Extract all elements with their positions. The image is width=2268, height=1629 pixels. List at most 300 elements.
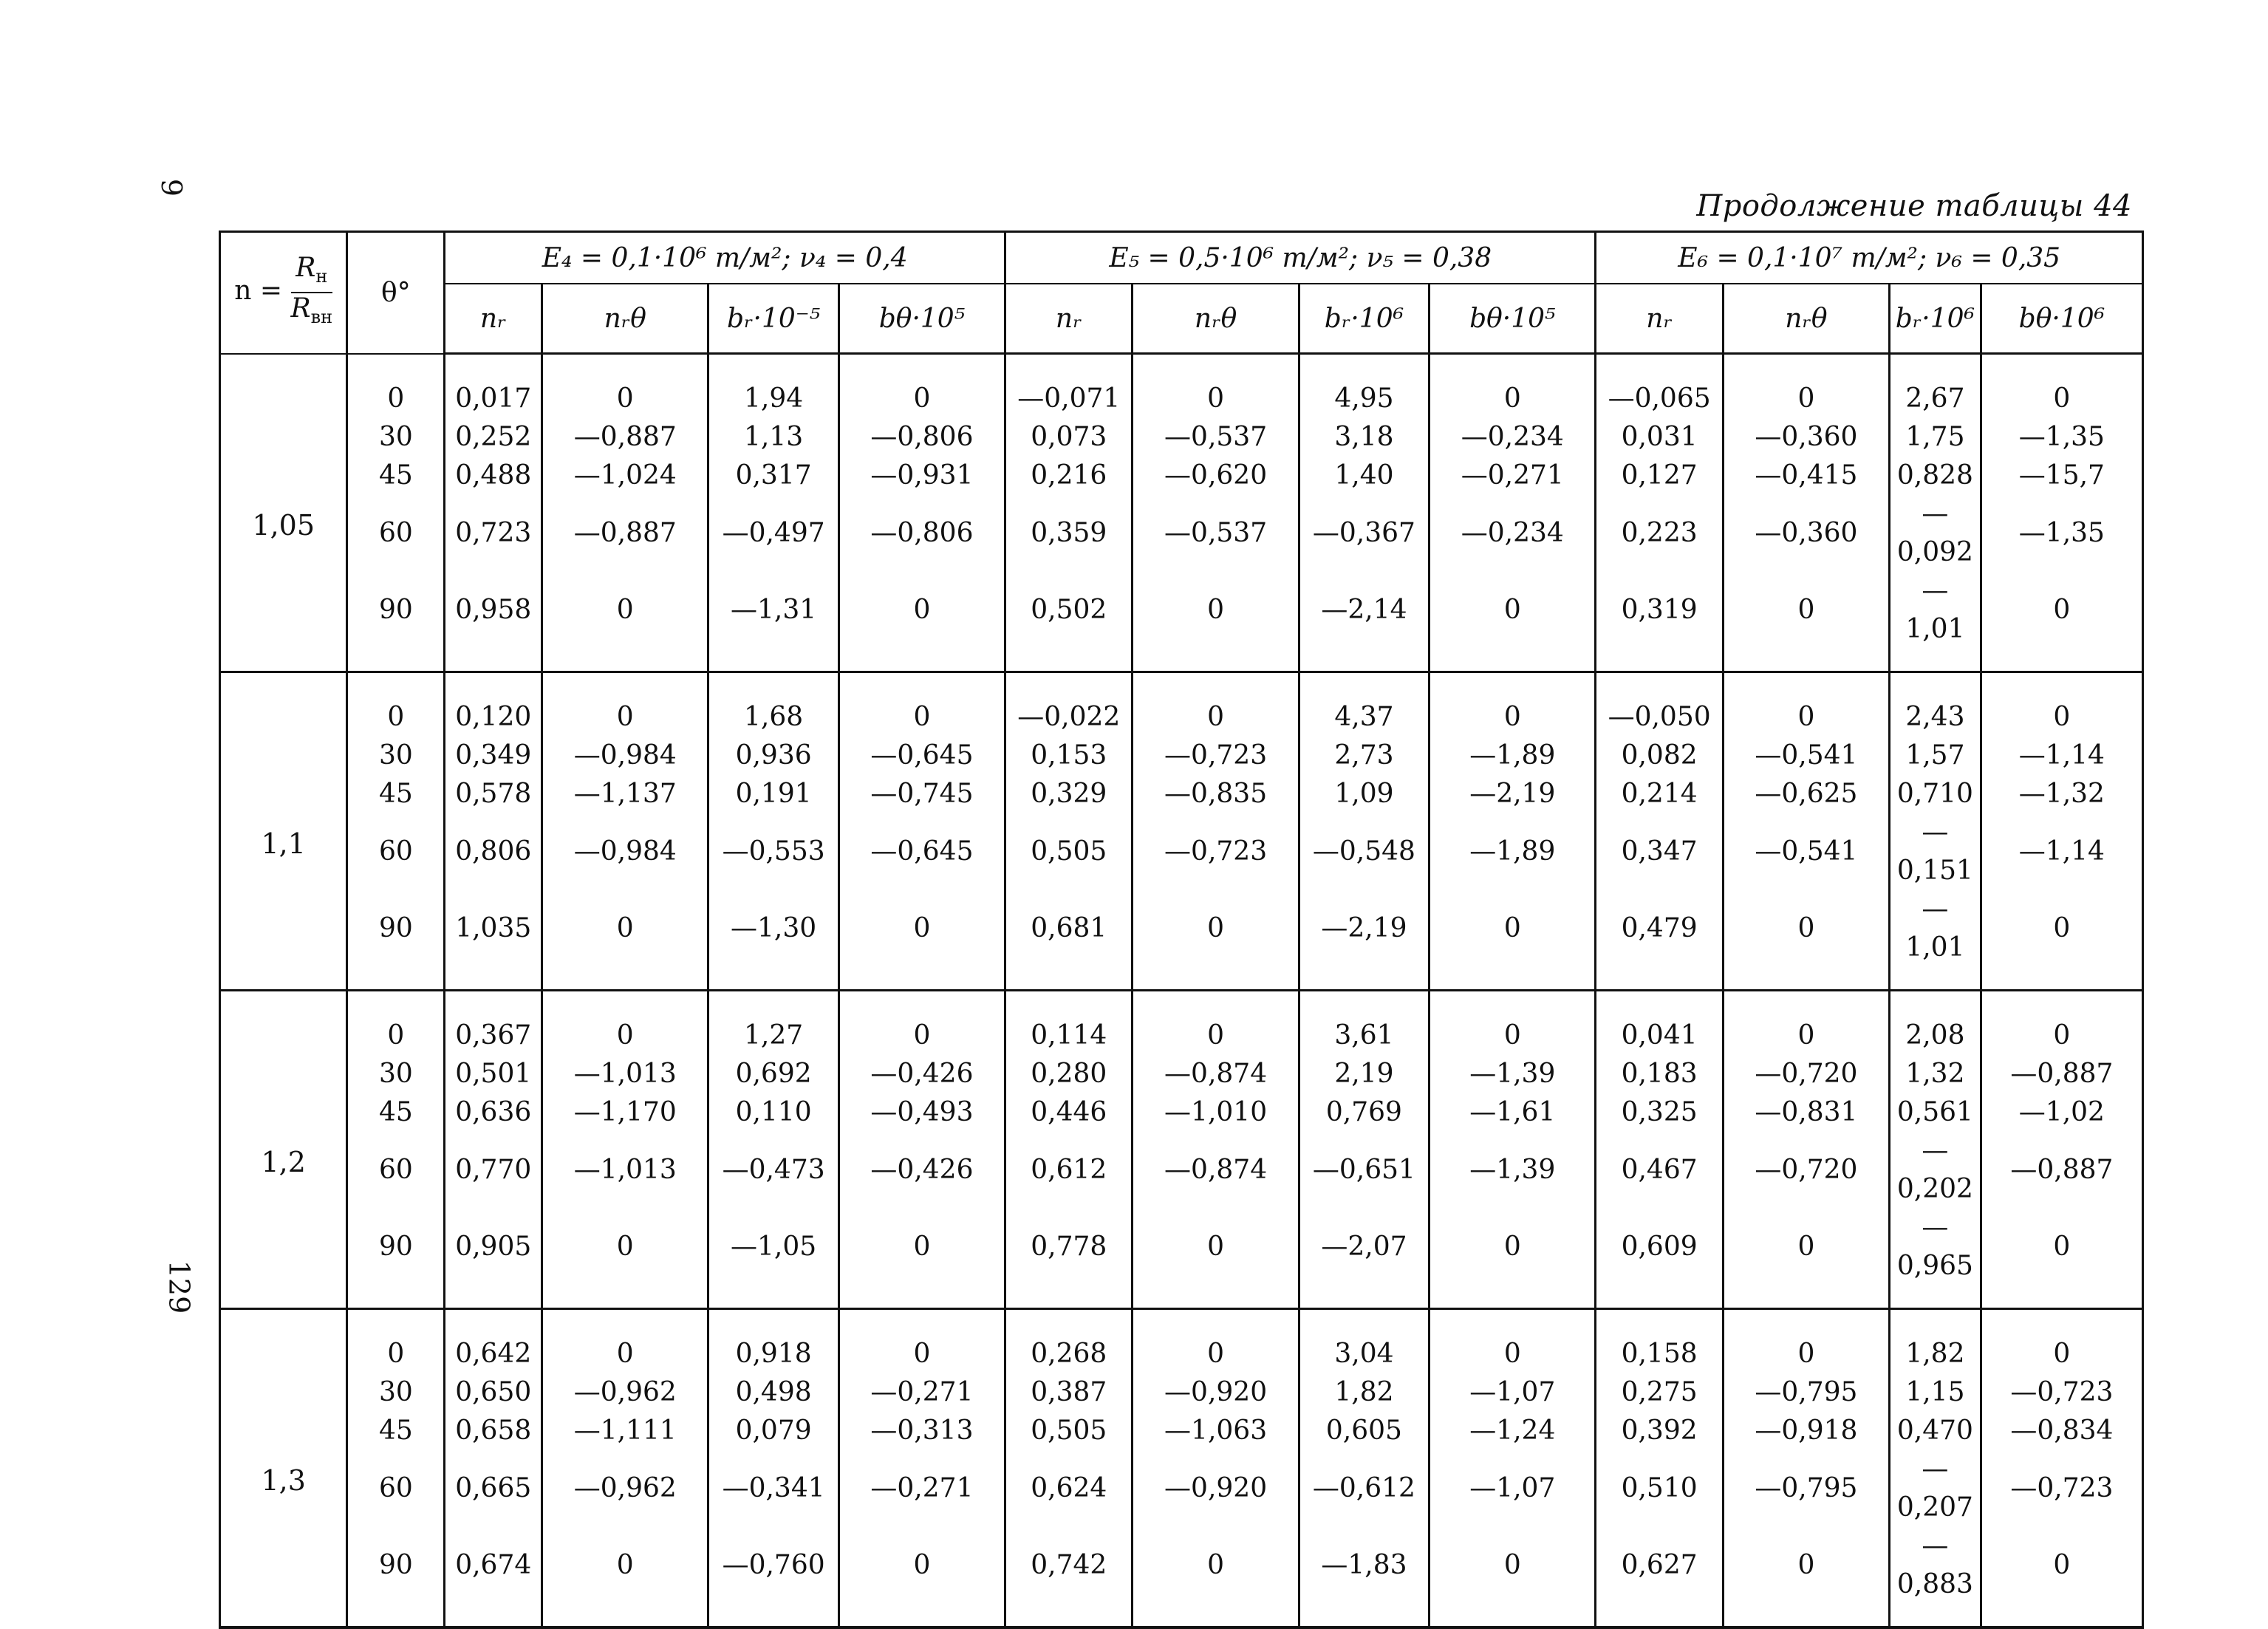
value-cell: 0 bbox=[1723, 890, 1889, 991]
value-cell: 0,505 bbox=[1005, 1412, 1133, 1450]
value-cell: 0,325 bbox=[1596, 1093, 1723, 1132]
value-cell: —0,920 bbox=[1133, 1450, 1299, 1527]
value-cell: 0,710 bbox=[1890, 775, 1981, 813]
theta-cell: 45 bbox=[347, 775, 445, 813]
value-cell: —0,426 bbox=[838, 1055, 1005, 1093]
col-header-btheta: bθ·10⁵ bbox=[838, 284, 1005, 354]
value-cell: —0,760 bbox=[708, 1527, 839, 1628]
value-cell: 0,280 bbox=[1005, 1055, 1133, 1093]
value-cell: 0,120 bbox=[445, 672, 542, 737]
value-cell: 0,510 bbox=[1596, 1450, 1723, 1527]
value-cell: 0,110 bbox=[708, 1093, 839, 1132]
value-cell: 2,67 bbox=[1890, 354, 1981, 419]
value-cell: 0,359 bbox=[1005, 495, 1133, 572]
value-cell: —0,092 bbox=[1890, 495, 1981, 572]
value-cell: —0,874 bbox=[1133, 1132, 1299, 1209]
value-cell: —0,962 bbox=[542, 1450, 708, 1527]
value-cell: 0,609 bbox=[1596, 1209, 1723, 1309]
col-header-nrtheta: nᵣθ bbox=[1133, 284, 1299, 354]
n-value-cell: 1,3 bbox=[220, 1309, 347, 1628]
value-cell: 2,19 bbox=[1299, 1055, 1430, 1093]
value-cell: —0,541 bbox=[1723, 813, 1889, 890]
value-cell: —1,14 bbox=[1981, 737, 2142, 775]
data-table-container bbox=[219, 230, 2144, 1599]
value-cell: 3,61 bbox=[1299, 991, 1430, 1056]
value-cell: 0,692 bbox=[708, 1055, 839, 1093]
value-cell: —0,360 bbox=[1723, 418, 1889, 457]
value-cell: 0 bbox=[1981, 890, 2142, 991]
value-cell: —0,795 bbox=[1723, 1450, 1889, 1527]
value-cell: —1,14 bbox=[1981, 813, 2142, 890]
value-cell: 0 bbox=[1981, 572, 2142, 672]
n-header-den: R bbox=[290, 293, 311, 324]
value-cell: —0,918 bbox=[1723, 1412, 1889, 1450]
table-row bbox=[220, 775, 2143, 813]
value-cell: 0 bbox=[838, 354, 1005, 419]
value-cell: 1,94 bbox=[708, 354, 839, 419]
value-cell: 0,561 bbox=[1890, 1093, 1981, 1132]
table-row bbox=[220, 418, 2143, 457]
value-cell: 0 bbox=[1981, 991, 2142, 1056]
value-cell: 0,501 bbox=[445, 1055, 542, 1093]
value-cell: —1,35 bbox=[1981, 495, 2142, 572]
value-cell: —1,024 bbox=[542, 457, 708, 495]
value-cell: 0 bbox=[1981, 354, 2142, 419]
n-header-fraction bbox=[291, 253, 333, 332]
value-cell: 0,723 bbox=[445, 495, 542, 572]
value-cell: 0,079 bbox=[708, 1412, 839, 1450]
value-cell: 0 bbox=[1723, 1527, 1889, 1628]
value-cell: 0 bbox=[1723, 1309, 1889, 1374]
value-cell: 0 bbox=[542, 1527, 708, 1628]
value-cell: —0,553 bbox=[708, 813, 839, 890]
page-number: 129 bbox=[163, 1260, 196, 1314]
value-cell: —0,497 bbox=[708, 495, 839, 572]
value-cell: —2,19 bbox=[1430, 775, 1596, 813]
theta-cell: 60 bbox=[347, 495, 445, 572]
n-value-cell: 1,2 bbox=[220, 991, 347, 1309]
col-header-br: bᵣ·10⁶ bbox=[1890, 284, 1981, 354]
value-cell: 0,627 bbox=[1596, 1527, 1723, 1628]
value-cell: 1,75 bbox=[1890, 418, 1981, 457]
value-cell: 0 bbox=[542, 1309, 708, 1374]
value-cell: 0,349 bbox=[445, 737, 542, 775]
theta-cell: 45 bbox=[347, 1412, 445, 1450]
value-cell: 0,498 bbox=[708, 1373, 839, 1412]
value-cell: 0 bbox=[1723, 672, 1889, 737]
value-cell: 0,479 bbox=[1596, 890, 1723, 991]
value-cell: 0 bbox=[1723, 572, 1889, 672]
value-cell: 1,82 bbox=[1890, 1309, 1981, 1374]
value-cell: —0,271 bbox=[1430, 457, 1596, 495]
col-header-btheta: bθ·10⁶ bbox=[1981, 284, 2142, 354]
value-cell: —0,887 bbox=[1981, 1055, 2142, 1093]
value-cell: 0,114 bbox=[1005, 991, 1133, 1056]
value-cell: —1,07 bbox=[1430, 1450, 1596, 1527]
value-cell: —2,07 bbox=[1299, 1209, 1430, 1309]
n-header-num: R bbox=[296, 253, 316, 284]
n-header-lhs: n = bbox=[234, 276, 283, 307]
theta-cell: 0 bbox=[347, 1309, 445, 1374]
table-row bbox=[220, 457, 2143, 495]
value-cell: —0,883 bbox=[1890, 1527, 1981, 1628]
value-cell: 0,936 bbox=[708, 737, 839, 775]
value-cell: —0,234 bbox=[1430, 418, 1596, 457]
value-cell: 0,674 bbox=[445, 1527, 542, 1628]
value-cell: —0,271 bbox=[838, 1373, 1005, 1412]
value-cell: —0,541 bbox=[1723, 737, 1889, 775]
value-cell: 0,636 bbox=[445, 1093, 542, 1132]
col-header-nr: nᵣ bbox=[1596, 284, 1723, 354]
header-row-groups bbox=[220, 232, 2143, 284]
value-cell: 4,95 bbox=[1299, 354, 1430, 419]
value-cell: —1,02 bbox=[1981, 1093, 2142, 1132]
value-cell: 0 bbox=[542, 672, 708, 737]
value-cell: 0,488 bbox=[445, 457, 542, 495]
value-cell: 1,27 bbox=[708, 991, 839, 1056]
value-cell: 0,275 bbox=[1596, 1373, 1723, 1412]
value-cell: 0,502 bbox=[1005, 572, 1133, 672]
value-cell: —0,887 bbox=[1981, 1132, 2142, 1209]
value-cell: 2,43 bbox=[1890, 672, 1981, 737]
value-cell: 0,770 bbox=[445, 1132, 542, 1209]
n-value-cell: 1,05 bbox=[220, 354, 347, 672]
value-cell: 0,191 bbox=[708, 775, 839, 813]
value-cell: —0,537 bbox=[1133, 495, 1299, 572]
value-cell: —0,473 bbox=[708, 1132, 839, 1209]
value-cell: —1,137 bbox=[542, 775, 708, 813]
value-cell: 0,073 bbox=[1005, 418, 1133, 457]
value-cell: 0,392 bbox=[1596, 1412, 1723, 1450]
value-cell: 0 bbox=[1133, 1309, 1299, 1374]
col-header-br: bᵣ·10⁻⁵ bbox=[708, 284, 839, 354]
value-cell: —1,24 bbox=[1430, 1412, 1596, 1450]
value-cell: —0,360 bbox=[1723, 495, 1889, 572]
value-cell: —1,61 bbox=[1430, 1093, 1596, 1132]
header-row-columns bbox=[220, 284, 2143, 354]
value-cell: —0,834 bbox=[1981, 1412, 2142, 1450]
value-cell: 0,642 bbox=[445, 1309, 542, 1374]
value-cell: 0 bbox=[542, 890, 708, 991]
value-cell: 0,082 bbox=[1596, 737, 1723, 775]
table-row bbox=[220, 1209, 2143, 1309]
table-row bbox=[220, 890, 2143, 991]
value-cell: —1,83 bbox=[1299, 1527, 1430, 1628]
theta-cell: 0 bbox=[347, 354, 445, 419]
value-cell: 0 bbox=[1430, 890, 1596, 991]
value-cell: —0,234 bbox=[1430, 495, 1596, 572]
theta-cell: 30 bbox=[347, 737, 445, 775]
table-row bbox=[220, 991, 2143, 1056]
value-cell: 0,347 bbox=[1596, 813, 1723, 890]
value-cell: —0,645 bbox=[838, 737, 1005, 775]
value-cell: 0,806 bbox=[445, 813, 542, 890]
value-cell: —1,39 bbox=[1430, 1055, 1596, 1093]
table-row bbox=[220, 1527, 2143, 1628]
value-cell: —0,415 bbox=[1723, 457, 1889, 495]
value-cell: 0,467 bbox=[1596, 1132, 1723, 1209]
group-header-e5: E₅ = 0,5·10⁶ т/м²; ν₅ = 0,38 bbox=[1005, 232, 1596, 284]
value-cell: 0,252 bbox=[445, 418, 542, 457]
table-body bbox=[220, 354, 2143, 1628]
value-cell: 2,73 bbox=[1299, 737, 1430, 775]
n-header bbox=[220, 232, 347, 354]
theta-cell: 90 bbox=[347, 1209, 445, 1309]
value-cell: —0,341 bbox=[708, 1450, 839, 1527]
value-cell: 0,329 bbox=[1005, 775, 1133, 813]
value-cell: —1,31 bbox=[708, 572, 839, 672]
value-cell: 0,578 bbox=[445, 775, 542, 813]
value-cell: —0,835 bbox=[1133, 775, 1299, 813]
value-cell: —1,05 bbox=[708, 1209, 839, 1309]
value-cell: 1,32 bbox=[1890, 1055, 1981, 1093]
value-cell: 0 bbox=[1133, 1209, 1299, 1309]
value-cell: 2,08 bbox=[1890, 991, 1981, 1056]
value-cell: 1,40 bbox=[1299, 457, 1430, 495]
value-cell: 1,82 bbox=[1299, 1373, 1430, 1412]
value-cell: —0,625 bbox=[1723, 775, 1889, 813]
value-cell: 0,041 bbox=[1596, 991, 1723, 1056]
group-header-e4: E₄ = 0,1·10⁶ т/м²; ν₄ = 0,4 bbox=[445, 232, 1005, 284]
table-row bbox=[220, 1309, 2143, 1374]
col-header-btheta: bθ·10⁵ bbox=[1430, 284, 1596, 354]
table-row bbox=[220, 672, 2143, 737]
value-cell: —1,89 bbox=[1430, 737, 1596, 775]
value-cell: —1,39 bbox=[1430, 1132, 1596, 1209]
value-cell: 0 bbox=[1723, 354, 1889, 419]
value-cell: —0,651 bbox=[1299, 1132, 1430, 1209]
value-cell: —0,022 bbox=[1005, 672, 1133, 737]
value-cell: 0 bbox=[1430, 572, 1596, 672]
value-cell: —0,050 bbox=[1596, 672, 1723, 737]
value-cell: —0,795 bbox=[1723, 1373, 1889, 1412]
value-cell: 0 bbox=[838, 1209, 1005, 1309]
value-cell: —0,065 bbox=[1596, 354, 1723, 419]
value-cell: —0,920 bbox=[1133, 1373, 1299, 1412]
value-cell: 0 bbox=[1133, 354, 1299, 419]
value-cell: —0,493 bbox=[838, 1093, 1005, 1132]
value-cell: 0,017 bbox=[445, 354, 542, 419]
theta-cell: 60 bbox=[347, 1450, 445, 1527]
value-cell: —0,071 bbox=[1005, 354, 1133, 419]
n-header-den-sub: вн bbox=[310, 307, 333, 328]
value-cell: 0,665 bbox=[445, 1450, 542, 1527]
value-cell: 0 bbox=[1430, 1309, 1596, 1374]
value-cell: 0,031 bbox=[1596, 418, 1723, 457]
table-row bbox=[220, 1450, 2143, 1527]
value-cell: 0 bbox=[838, 890, 1005, 991]
value-cell: 0 bbox=[1981, 672, 2142, 737]
value-cell: 0,470 bbox=[1890, 1412, 1981, 1450]
table-row bbox=[220, 1055, 2143, 1093]
value-cell: —1,013 bbox=[542, 1055, 708, 1093]
data-table bbox=[219, 230, 2144, 1629]
value-cell: —0,537 bbox=[1133, 418, 1299, 457]
value-cell: 1,035 bbox=[445, 890, 542, 991]
col-header-nr: nᵣ bbox=[1005, 284, 1133, 354]
theta-cell: 45 bbox=[347, 457, 445, 495]
value-cell: 0,183 bbox=[1596, 1055, 1723, 1093]
value-cell: 1,57 bbox=[1890, 737, 1981, 775]
value-cell: 0,778 bbox=[1005, 1209, 1133, 1309]
value-cell: 0 bbox=[1430, 991, 1596, 1056]
value-cell: 0 bbox=[1133, 572, 1299, 672]
value-cell: —0,874 bbox=[1133, 1055, 1299, 1093]
value-cell: 0 bbox=[1430, 672, 1596, 737]
value-cell: 0,681 bbox=[1005, 890, 1133, 991]
value-cell: —0,887 bbox=[542, 495, 708, 572]
col-header-nr: nᵣ bbox=[445, 284, 542, 354]
theta-cell: 90 bbox=[347, 1527, 445, 1628]
value-cell: —0,207 bbox=[1890, 1450, 1981, 1527]
value-cell: —0,723 bbox=[1133, 737, 1299, 775]
value-cell: —0,271 bbox=[838, 1450, 1005, 1527]
n-value-cell: 1,1 bbox=[220, 672, 347, 991]
table-row bbox=[220, 813, 2143, 890]
value-cell: —1,30 bbox=[708, 890, 839, 991]
value-cell: —1,010 bbox=[1133, 1093, 1299, 1132]
value-cell: —0,202 bbox=[1890, 1132, 1981, 1209]
theta-cell: 45 bbox=[347, 1093, 445, 1132]
theta-cell: 90 bbox=[347, 572, 445, 672]
value-cell: 0 bbox=[1430, 354, 1596, 419]
value-cell: 0,958 bbox=[445, 572, 542, 672]
value-cell: —0,313 bbox=[838, 1412, 1005, 1450]
value-cell: 0,658 bbox=[445, 1412, 542, 1450]
value-cell: 3,18 bbox=[1299, 418, 1430, 457]
value-cell: —0,723 bbox=[1133, 813, 1299, 890]
value-cell: 0,268 bbox=[1005, 1309, 1133, 1374]
value-cell: 1,15 bbox=[1890, 1373, 1981, 1412]
value-cell: 0,319 bbox=[1596, 572, 1723, 672]
value-cell: 0 bbox=[1430, 1209, 1596, 1309]
value-cell: —0,720 bbox=[1723, 1132, 1889, 1209]
value-cell: 0 bbox=[1133, 890, 1299, 991]
value-cell: —15,7 bbox=[1981, 457, 2142, 495]
value-cell: —1,111 bbox=[542, 1412, 708, 1450]
value-cell: 0,828 bbox=[1890, 457, 1981, 495]
value-cell: 0 bbox=[1133, 672, 1299, 737]
value-cell: —0,548 bbox=[1299, 813, 1430, 890]
value-cell: 0 bbox=[838, 1527, 1005, 1628]
value-cell: —0,962 bbox=[542, 1373, 708, 1412]
table-row bbox=[220, 1093, 2143, 1132]
value-cell: —0,612 bbox=[1299, 1450, 1430, 1527]
table-row bbox=[220, 495, 2143, 572]
value-cell: 0,367 bbox=[445, 991, 542, 1056]
value-cell: 0,214 bbox=[1596, 775, 1723, 813]
value-cell: 0,505 bbox=[1005, 813, 1133, 890]
theta-cell: 0 bbox=[347, 991, 445, 1056]
value-cell: —1,170 bbox=[542, 1093, 708, 1132]
value-cell: 0,612 bbox=[1005, 1132, 1133, 1209]
theta-cell: 30 bbox=[347, 1055, 445, 1093]
value-cell: 1,68 bbox=[708, 672, 839, 737]
value-cell: 0,127 bbox=[1596, 457, 1723, 495]
value-cell: 0,223 bbox=[1596, 495, 1723, 572]
value-cell: 0 bbox=[1133, 991, 1299, 1056]
value-cell: 0,153 bbox=[1005, 737, 1133, 775]
value-cell: 0 bbox=[838, 672, 1005, 737]
value-cell: 0,769 bbox=[1299, 1093, 1430, 1132]
value-cell: —2,14 bbox=[1299, 572, 1430, 672]
value-cell: 0,216 bbox=[1005, 457, 1133, 495]
value-cell: 0,605 bbox=[1299, 1412, 1430, 1450]
theta-cell: 90 bbox=[347, 890, 445, 991]
value-cell: —0,806 bbox=[838, 495, 1005, 572]
value-cell: 0,742 bbox=[1005, 1527, 1133, 1628]
col-header-nrtheta: nᵣθ bbox=[542, 284, 708, 354]
group-header-e6: E₆ = 0,1·10⁷ т/м²; ν₆ = 0,35 bbox=[1596, 232, 2143, 284]
value-cell: —1,32 bbox=[1981, 775, 2142, 813]
value-cell: —0,931 bbox=[838, 457, 1005, 495]
value-cell: 0,650 bbox=[445, 1373, 542, 1412]
theta-cell: 0 bbox=[347, 672, 445, 737]
value-cell: —0,887 bbox=[542, 418, 708, 457]
value-cell: 0 bbox=[1430, 1527, 1596, 1628]
value-cell: 0 bbox=[1981, 1209, 2142, 1309]
value-cell: —0,965 bbox=[1890, 1209, 1981, 1309]
table-row bbox=[220, 354, 2143, 419]
theta-header: θ° bbox=[347, 232, 445, 354]
theta-cell: 60 bbox=[347, 1132, 445, 1209]
value-cell: 0,317 bbox=[708, 457, 839, 495]
table-row bbox=[220, 1373, 2143, 1412]
value-cell: 0,158 bbox=[1596, 1309, 1723, 1374]
col-header-nrtheta: nᵣθ bbox=[1723, 284, 1889, 354]
table-row bbox=[220, 1412, 2143, 1450]
value-cell: 0 bbox=[542, 354, 708, 419]
value-cell: 0,905 bbox=[445, 1209, 542, 1309]
value-cell: 0,387 bbox=[1005, 1373, 1133, 1412]
value-cell: —1,01 bbox=[1890, 890, 1981, 991]
value-cell: —0,620 bbox=[1133, 457, 1299, 495]
value-cell: 0 bbox=[542, 572, 708, 672]
table-row bbox=[220, 1132, 2143, 1209]
value-cell: 1,09 bbox=[1299, 775, 1430, 813]
value-cell: 0 bbox=[542, 1209, 708, 1309]
theta-cell: 30 bbox=[347, 1373, 445, 1412]
value-cell: 0,918 bbox=[708, 1309, 839, 1374]
table-caption: Продолжение таблицы 44 bbox=[1696, 189, 2132, 223]
n-header-num-sub: н bbox=[315, 266, 328, 287]
value-cell: —0,984 bbox=[542, 737, 708, 775]
value-cell: —1,063 bbox=[1133, 1412, 1299, 1450]
value-cell: 0 bbox=[838, 572, 1005, 672]
value-cell: —0,426 bbox=[838, 1132, 1005, 1209]
value-cell: —1,07 bbox=[1430, 1373, 1596, 1412]
value-cell: 0 bbox=[1133, 1527, 1299, 1628]
value-cell: 0 bbox=[1723, 1209, 1889, 1309]
value-cell: 0 bbox=[838, 1309, 1005, 1374]
value-cell: —0,645 bbox=[838, 813, 1005, 890]
value-cell: —0,806 bbox=[838, 418, 1005, 457]
value-cell: —0,151 bbox=[1890, 813, 1981, 890]
value-cell: —0,831 bbox=[1723, 1093, 1889, 1132]
value-cell: —1,35 bbox=[1981, 418, 2142, 457]
value-cell: 3,04 bbox=[1299, 1309, 1430, 1374]
value-cell: 0 bbox=[1981, 1309, 2142, 1374]
value-cell: —0,723 bbox=[1981, 1373, 2142, 1412]
value-cell: —1,013 bbox=[542, 1132, 708, 1209]
value-cell: 0,624 bbox=[1005, 1450, 1133, 1527]
value-cell: —0,745 bbox=[838, 775, 1005, 813]
value-cell: 4,37 bbox=[1299, 672, 1430, 737]
theta-cell: 30 bbox=[347, 418, 445, 457]
value-cell: —1,01 bbox=[1890, 572, 1981, 672]
value-cell: —1,89 bbox=[1430, 813, 1596, 890]
page-side-mark: 9 bbox=[155, 178, 188, 197]
